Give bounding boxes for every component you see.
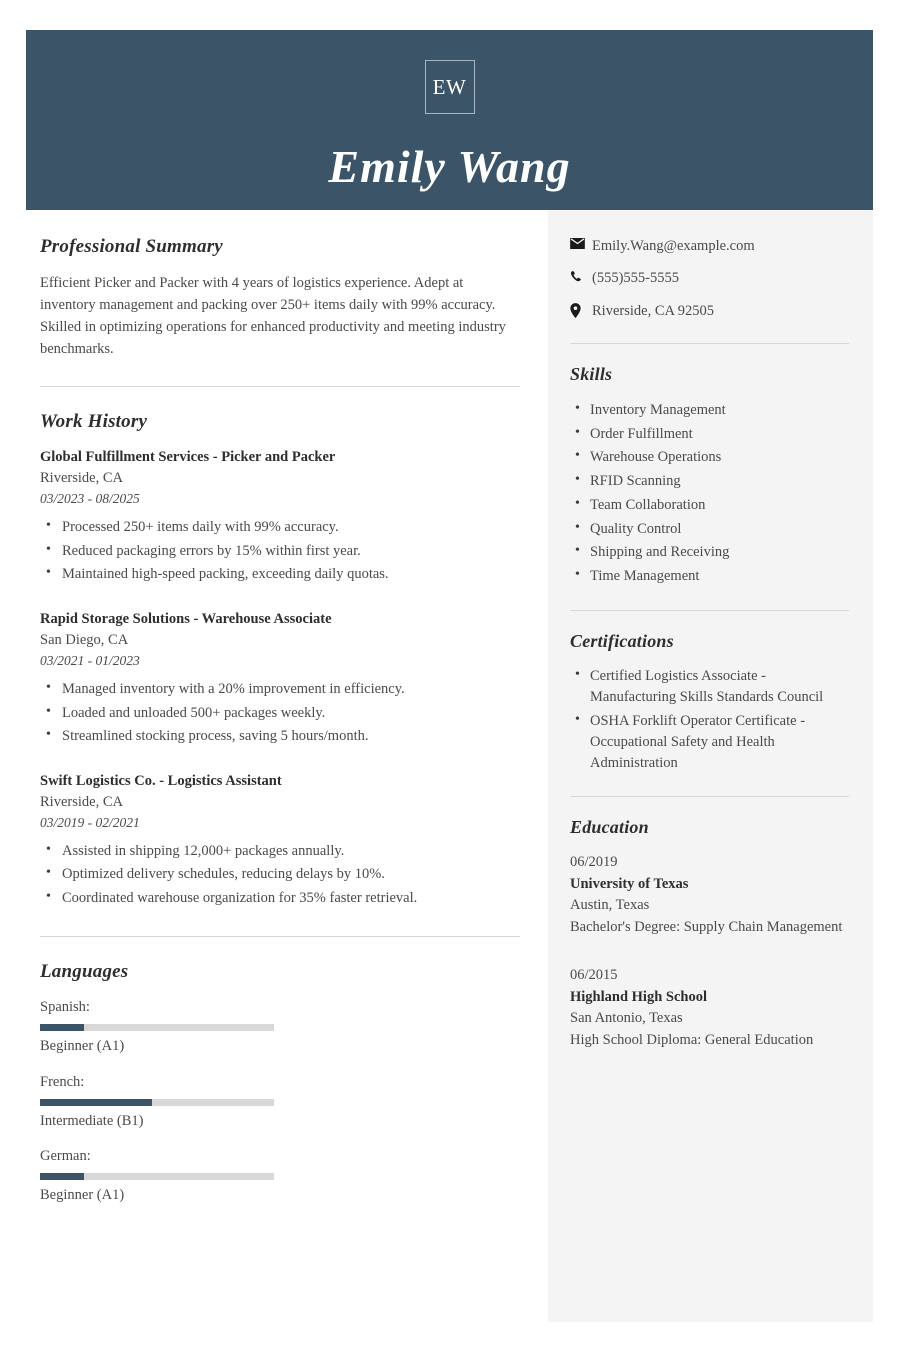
skills-section xyxy=(570,364,849,588)
job-bullets xyxy=(40,678,520,748)
section-divider xyxy=(40,386,520,387)
certifications-section xyxy=(570,631,849,774)
contact-email: Emily.Wang@example.com xyxy=(592,238,755,254)
certifications-list xyxy=(570,666,849,774)
language-proficiency-fill xyxy=(40,1173,84,1180)
job-location: San Diego, CA xyxy=(40,631,129,648)
sidebar-column xyxy=(548,210,873,1322)
job-bullet: • Assisted in shipping 12,000+ packages annually. xyxy=(62,840,520,863)
skill-item: • Shipping and Receiving xyxy=(590,541,849,564)
summary-text: Efficient Picker and Packer with 4 years of logistics experience. Adept at inventory management and packing over 250+ items daily with 99% accuracy. Skilled in optimizing operations for enhanced productivity and meeting industry benchmarks. xyxy=(40,275,506,358)
certification-item: • OSHA Forklift Operator Certificate - Occupational Safety and Health Administration xyxy=(590,711,849,774)
job-bullet: • Maintained high-speed packing, exceeding daily quotas. xyxy=(62,563,520,586)
job-location: Riverside, CA xyxy=(40,470,123,487)
education-heading: Education xyxy=(570,816,649,837)
skills-heading: Skills xyxy=(570,363,613,384)
job-dates: 03/2019 - 02/2021 xyxy=(40,814,140,830)
education-date: 06/2019 xyxy=(570,853,618,870)
languages-heading: Languages xyxy=(40,961,129,983)
section-divider xyxy=(570,343,849,344)
monogram-badge xyxy=(425,60,475,114)
job-bullet: • Optimized delivery schedules, reducing delays by 10%. xyxy=(62,863,520,886)
location-pin-icon xyxy=(570,301,592,318)
education-entry xyxy=(570,852,849,939)
languages-section xyxy=(40,961,520,1221)
phone-icon xyxy=(570,268,592,283)
summary-heading: Professional Summary xyxy=(40,236,223,257)
language-name: German: xyxy=(40,1148,91,1165)
language-level: Beginner (A1) xyxy=(40,1038,125,1055)
contact-email-row[interactable] xyxy=(570,236,849,256)
skill-item: • Team Collaboration xyxy=(590,494,849,517)
section-divider xyxy=(570,610,849,611)
section-divider xyxy=(40,936,520,937)
certification-item: • Certified Logistics Associate - Manufacturing Skills Standards Council xyxy=(590,666,849,708)
education-degree: High School Diploma: General Education xyxy=(570,1032,814,1049)
education-school: Highland High School xyxy=(570,988,707,1005)
language-name: French: xyxy=(40,1073,85,1090)
envelope-icon xyxy=(570,236,592,249)
skill-item: • Time Management xyxy=(590,565,849,588)
language-proficiency-fill xyxy=(40,1024,84,1031)
education-location: San Antonio, Texas xyxy=(570,1010,683,1027)
job-bullet: • Coordinated warehouse organization for 35% faster retrieval. xyxy=(62,887,520,910)
monogram-initials: EW xyxy=(432,74,467,99)
language-item xyxy=(40,997,274,1058)
resume-page xyxy=(26,30,873,1322)
language-proficiency-fill xyxy=(40,1099,152,1106)
language-level: Beginner (A1) xyxy=(40,1187,125,1204)
language-item xyxy=(40,1072,274,1133)
education-location: Austin, Texas xyxy=(570,897,650,914)
language-proficiency-bar xyxy=(40,1024,274,1031)
language-proficiency-bar xyxy=(40,1173,274,1180)
skills-list xyxy=(570,399,849,588)
candidate-name: Emily Wang xyxy=(328,141,571,192)
resume-body xyxy=(26,210,873,1322)
job-dates: 03/2023 - 08/2025 xyxy=(40,491,140,507)
job-dates: 03/2021 - 01/2023 xyxy=(40,652,140,668)
education-degree: Bachelor's Degree: Supply Chain Management xyxy=(570,919,843,936)
section-divider xyxy=(570,796,849,797)
job-bullet: • Processed 250+ items daily with 99% accuracy. xyxy=(62,516,520,539)
main-column xyxy=(26,210,548,1322)
job-bullet: • Loaded and unloaded 500+ packages weekly. xyxy=(62,702,520,725)
job-bullets xyxy=(40,516,520,586)
work-history-heading: Work History xyxy=(40,411,148,433)
language-name: Spanish: xyxy=(40,999,90,1016)
language-level: Intermediate (B1) xyxy=(40,1112,144,1129)
job-entry xyxy=(40,447,520,587)
education-date: 06/2015 xyxy=(570,966,618,983)
skill-item: • Warehouse Operations xyxy=(590,446,849,469)
education-entry xyxy=(570,965,849,1052)
education-school: University of Texas xyxy=(570,875,689,892)
contact-section xyxy=(570,236,849,321)
skill-item: • Inventory Management xyxy=(590,399,849,422)
work-history-section xyxy=(40,411,520,910)
job-entry xyxy=(40,609,520,749)
job-title: Swift Logistics Co. - Logistics Assistant xyxy=(40,772,282,789)
certifications-heading: Certifications xyxy=(570,630,674,651)
job-title: Global Fulfillment Services - Picker and Packer xyxy=(40,449,336,466)
language-item xyxy=(40,1146,274,1207)
contact-address: Riverside, CA 92505 xyxy=(592,302,715,319)
contact-phone-row[interactable] xyxy=(570,268,849,288)
languages-grid xyxy=(40,997,520,1221)
job-bullet: • Reduced packaging errors by 15% within first year. xyxy=(62,540,520,563)
skill-item: • Quality Control xyxy=(590,518,849,541)
job-bullets xyxy=(40,840,520,910)
professional-summary-section xyxy=(40,236,520,360)
job-bullet: • Streamlined stocking process, saving 5 hours/month. xyxy=(62,725,520,748)
education-section xyxy=(570,817,849,1052)
job-bullet: • Managed inventory with a 20% improvement in efficiency. xyxy=(62,678,520,701)
job-title: Rapid Storage Solutions - Warehouse Associate xyxy=(40,610,332,627)
job-location: Riverside, CA xyxy=(40,793,123,810)
contact-address-row[interactable] xyxy=(570,301,849,321)
language-proficiency-bar xyxy=(40,1099,274,1106)
contact-phone: (555)555-5555 xyxy=(592,270,679,287)
resume-header xyxy=(26,30,873,210)
job-entry xyxy=(40,771,520,911)
skill-item: • Order Fulfillment xyxy=(590,423,849,446)
skill-item: • RFID Scanning xyxy=(590,470,849,493)
